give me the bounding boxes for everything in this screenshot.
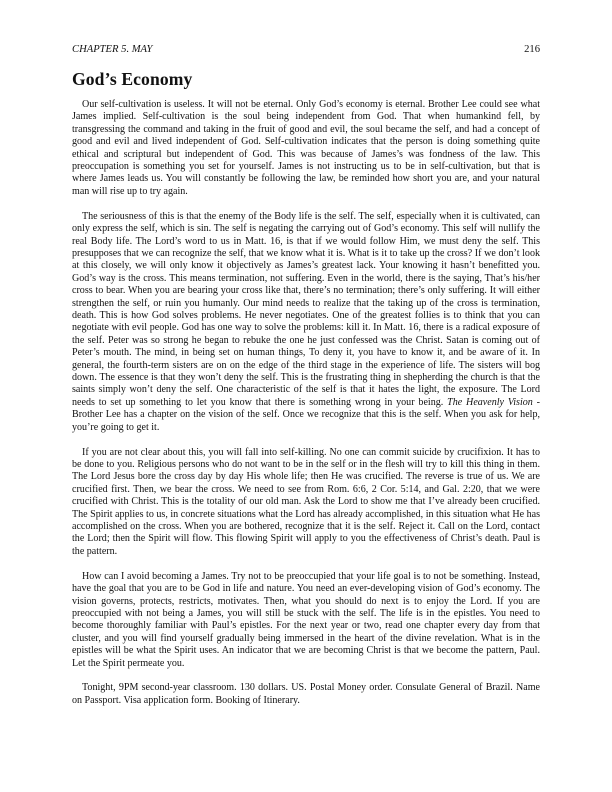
chapter-heading: CHAPTER 5. MAY [72, 44, 153, 55]
paragraph-2-text-b: - Brother Lee has a chapter on the vision of the self. Once we recognize that this is the self. When you ask for help, you’re going to get it. [72, 396, 541, 433]
page-number: 216 [524, 44, 540, 55]
paragraph-3: If you are not clear about this, you will fall into self-killing. No one can commit suicide by crucifixion. It has to be done to you. Religious persons who do not want to be in the self or in the flesh will try to kill this thing in them. The Lord Jesus bore the cross day by day His whole life; then He was crucified. The reverse is true of us. We are crucified first. Then, we bear the cross. We need to see from Rom. 6:6, 2 Cor. 5:14, and Gal. 2:20, that we were crucified with Christ. This is the totality of our old man. Ask the Lord to show me that I’ve already been crucified. The Spirit applies to us, in concrete situations what the Lord has already accomplished, in this situation what He has accomplished on the cross. When you are bothered, recognize that it is the self. Reject it. Call on the Lord, contact the Lord; then the Spirit will flow. This flowing Spirit will apply to you the effectiveness of Christ’s death. Paul is the pattern. [72, 446, 540, 557]
paragraph-2 [72, 211, 540, 434]
running-header [72, 44, 540, 58]
paragraph-2-text-a: The seriousness of this is that the enemy of the Body life is the self. The self, especially when it is cultivated, can only express the self, which is sin. The self is negating the carrying out of God’s economy. This self will nullify the real Body life. The Lord’s word to us in Matt. 16, is that if we would follow Him, we must deny the self. This presupposes that we can recognize the self, that we know what it is. What is it to take up the cross? If we don’t look at this closely, we will only know it objectively as James’s greatest lack. Your knowing it hasn’t benefitted you. God’s way is the cross. This means termination, not suffering. Even in the world, there is the saying, That’s his/her cross to bear. When you are bearing your cross like that, there’s no termination; there’s only suffering. It will either strengthen the self, or ruin you humanly. Our mind needs to realize that the taking up of the cross is termination, death. This is how God solves problems. He never negotiates. One of the greatest follies is to think that you can negotiate with evil people. God has one way to solve the problems: kill it. In Matt. 16, there is a radical exposure of the self. Peter was so strong he began to rebuke the one he just confessed was the Christ. Satan is coming out of Peter’s mouth. The mind, in being set on human things, To deny it, you have to know it, and be aware of it. In general, the fourth-term sisters are on on the edge of the third stage in the experience of life. The sisters will bog down. The essence is that they won’t deny the self. This is the frustrating thing in shepherding the church is that the saints simply won’t deny the self. One characteristic of the self is that it hates the light, the exposure. The Lord needs to set up something to let you know that there is something wrong in your being. [72, 210, 540, 408]
book-title-italic: The Heavenly Vision [447, 396, 533, 408]
paragraph-5: Tonight, 9PM second-year classroom. 130 dollars. US. Postal Money order. Consulate General of Brazil. Name on Passport. Visa application form. Booking of Itinerary. [72, 682, 540, 706]
paragraph-1: Our self-cultivation is useless. It will not be eternal. Only God’s economy is eternal. Brother Lee could see what James implied. Self-cultivation is the soul being independent from God. That when humankind fell, by transgressing the command and taking in the fruit of good and evil, the soul became the self, and had a concept of good and evil and lived independent of God. Self-cultivation indicates that the person is doing something quite ethical and scriptural but independent of God. This was because of James’s was fondness of the law. This preoccupation is something you set for yourself. James is not instructing us to be in self-cultivation, but that is where James leads us. You will constantly be following the law, be reminded how short you are, and your natural man will rise up to try again. [72, 99, 540, 197]
document-page [72, 44, 540, 720]
section-title: God’s Economy [72, 69, 193, 89]
paragraph-4: How can I avoid becoming a James. Try not to be preoccupied that your life goal is to not be something. Instead, have the goal that you are to be God in life and nature. You need an ever-developing vision of God’s economy. The vision governs, protects, restricts, motivates. Then, what you should do next is to enjoy the Lord. If you are preoccupied with not being a James, you will still be stuck with the self. The life is in the epistles. You need to become thoroughly familiar with Paul’s epistles. For the next year or two, read one chapter every day from that cluster, and you will find yourself gradually being immersed in the heart of the divine revelation. What is in the epistles will be what the Spirit uses. An indicator that we are becoming Christ is that we become the pattern, Paul. Let the Spirit permeate you. [72, 570, 540, 669]
